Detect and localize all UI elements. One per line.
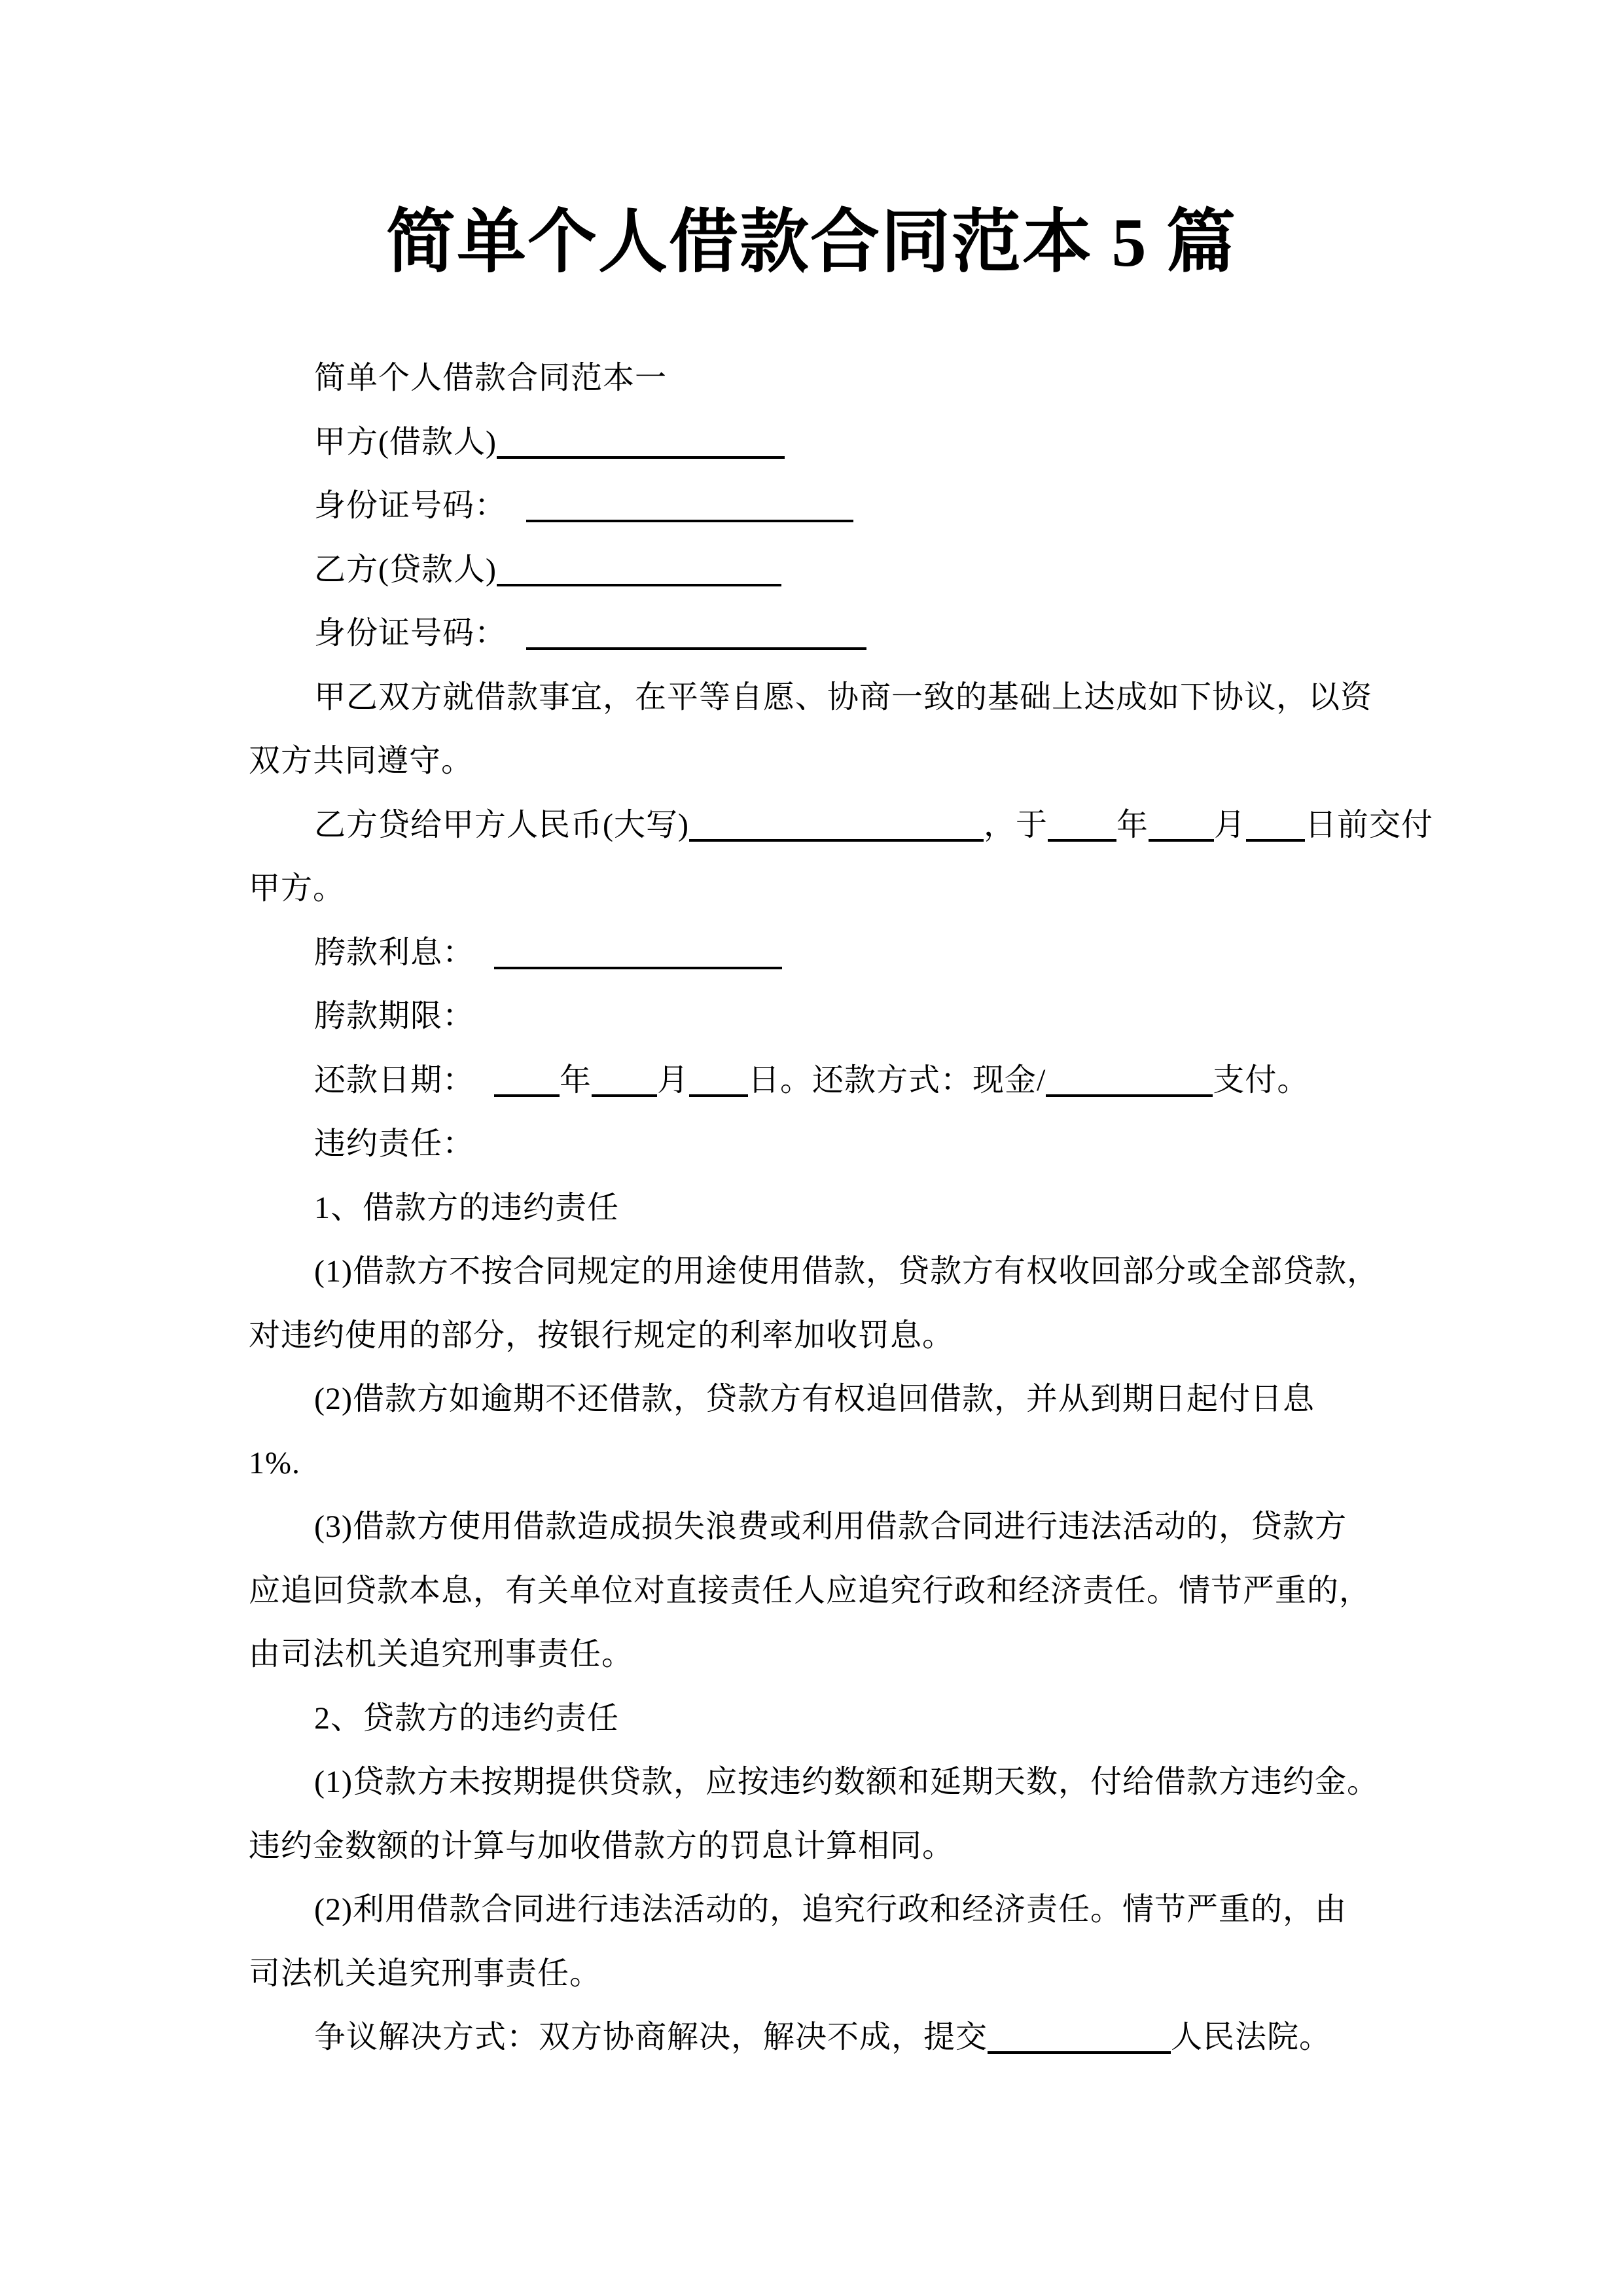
- document-line: [314, 616, 866, 651]
- text-run: 由司法机关追究刑事责任。: [249, 1637, 634, 1672]
- text-run: 简单个人借款合同范本一: [314, 361, 668, 395]
- document-line: [314, 808, 1433, 843]
- document-line: [249, 1446, 300, 1481]
- text-run: 年: [1116, 808, 1149, 842]
- text-run: 胯款利息：: [314, 935, 475, 970]
- text-run: (1)借款方不按合同规定的用途使用借款，贷款方有权收回部分或全部贷款，: [314, 1254, 1379, 1289]
- document-line: [314, 680, 1372, 715]
- text-run: 乙方(贷款人): [314, 552, 497, 587]
- text-run: ，于: [983, 808, 1048, 842]
- blank-field: [1048, 839, 1116, 842]
- text-run: 日前交付: [1305, 808, 1434, 842]
- text-run: 支付。: [1213, 1063, 1310, 1098]
- document-line: [314, 1191, 619, 1226]
- document-line: [249, 1637, 633, 1672]
- text-run: 司法机关追究刑事责任。: [249, 1956, 602, 1991]
- document-line: [249, 744, 473, 779]
- page-title: 简单个人借款合同范本 5 篇: [386, 204, 1237, 281]
- text-run: 月: [1214, 808, 1247, 842]
- text-run: 日。还款方式：现金/: [748, 1063, 1046, 1098]
- blank-field: [689, 1094, 748, 1097]
- blank-field: [494, 1094, 560, 1097]
- text-run: 应追回贷款本息，有关单位对直接责任人应追究行政和经济责任。情节严重的，: [249, 1573, 1372, 1608]
- text-run: 2、贷款方的违约责任: [314, 1701, 620, 1736]
- text-run: 违约责任：: [314, 1126, 475, 1161]
- document-line: [314, 1063, 1309, 1098]
- text-run: 违约金数额的计算与加收借款方的罚息计算相同。: [249, 1829, 955, 1863]
- text-run: 年: [560, 1063, 592, 1098]
- text-run: (2)借款方如逾期不还借款，贷款方有权追回借款，并从到期日起付日息: [314, 1382, 1315, 1416]
- document-line: [314, 488, 853, 524]
- text-run: 甲方。: [249, 871, 346, 906]
- document-line: [314, 935, 782, 971]
- text-run: 争议解决方式：双方协商解决，解决不成，提交: [314, 2020, 988, 2054]
- document-line: [314, 361, 667, 396]
- text-run: 1、借款方的违约责任: [314, 1191, 620, 1225]
- document-line: [314, 1509, 1347, 1545]
- document-line: [314, 425, 785, 460]
- document-line: [314, 999, 474, 1034]
- document-line: [249, 1318, 954, 1354]
- spacer: [507, 515, 526, 516]
- document-line: [314, 1892, 1347, 1928]
- text-run: 对违约使用的部分，按银行规定的利率加收罚息。: [249, 1318, 955, 1353]
- blank-field: [497, 584, 781, 586]
- blank-field: [689, 839, 984, 842]
- document-line: [314, 1254, 1379, 1289]
- text-run: 人民法院。: [1171, 2020, 1332, 2054]
- spacer: [474, 962, 494, 963]
- blank-field: [988, 2051, 1171, 2054]
- document-line: [314, 1701, 619, 1736]
- text-run: 双方共同遵守。: [249, 744, 474, 778]
- document-line: [249, 1956, 601, 1992]
- document-line: [314, 1382, 1315, 1417]
- text-run: (2)利用借款合同进行违法活动的，追究行政和经济责任。情节严重的，由: [314, 1892, 1347, 1927]
- document-line: [249, 1573, 1371, 1609]
- blank-field: [497, 456, 785, 459]
- text-run: 还款日期：: [314, 1063, 475, 1098]
- text-run: 胯款期限：: [314, 999, 475, 1033]
- document-line: [249, 871, 345, 906]
- blank-field: [526, 647, 866, 650]
- blank-field: [1149, 839, 1214, 842]
- text-run: 乙方贷给甲方人民币(大写): [314, 808, 689, 842]
- text-run: 1%.: [249, 1446, 300, 1480]
- text-run: 身份证号码：: [314, 488, 507, 523]
- blank-field: [526, 520, 853, 522]
- blank-field: [1046, 1094, 1213, 1097]
- document-line: [314, 2020, 1331, 2055]
- blank-field: [592, 1094, 657, 1097]
- text-run: (3)借款方使用借款造成损失浪费或利用借款合同进行违法活动的，贷款方: [314, 1509, 1347, 1544]
- document-line: [314, 1126, 474, 1162]
- blank-field: [494, 967, 782, 969]
- blank-field: [1246, 839, 1305, 842]
- text-run: 甲乙双方就借款事宜，在平等自愿、协商一致的基础上达成如下协议，以资: [314, 680, 1373, 715]
- text-run: 甲方(借款人): [314, 425, 497, 459]
- text-run: 身份证号码：: [314, 616, 507, 651]
- document-line: [314, 1765, 1379, 1800]
- text-run: (1)贷款方未按期提供贷款，应按违约数额和延期天数，付给借款方违约金。: [314, 1765, 1379, 1799]
- text-run: 月: [657, 1063, 690, 1098]
- document-line: [249, 1829, 954, 1864]
- document-line: [314, 552, 781, 588]
